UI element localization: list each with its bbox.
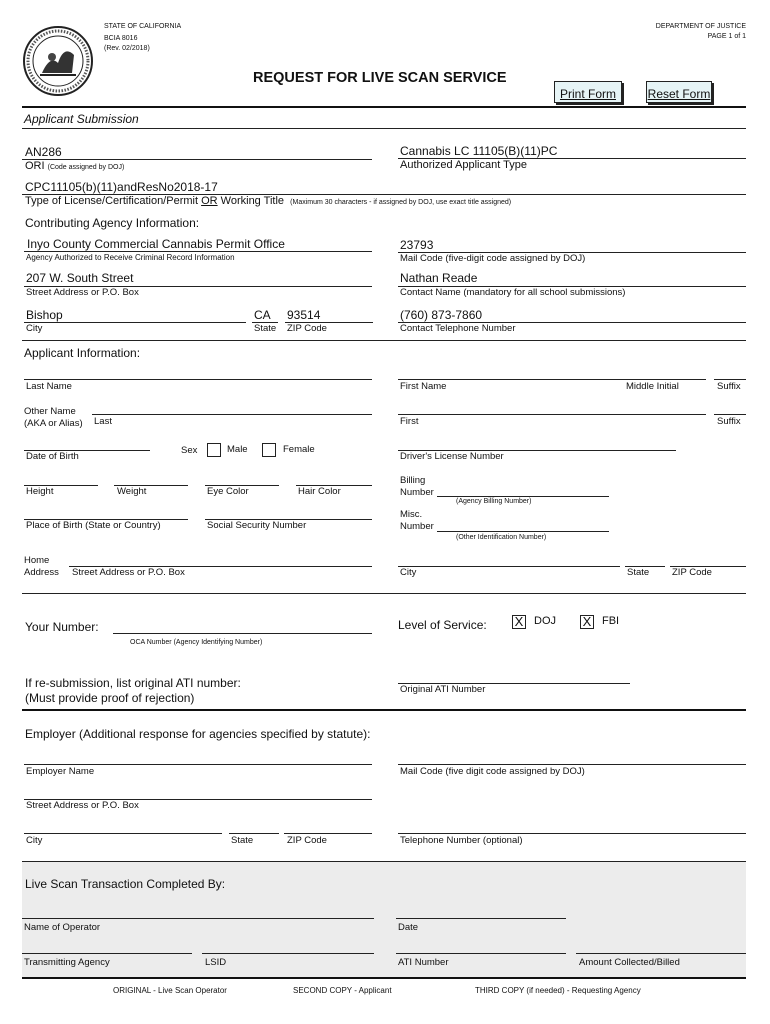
form-revision: (Rev. 02/2018)	[104, 45, 150, 52]
female-label: Female	[283, 444, 315, 455]
misc-hint: (Other Identification Number)	[456, 534, 547, 541]
license-title-label: Type of License/Certification/Permit OR Working Title (Maximum 30 characters - if assigned by DOJ, use exact title assigned)	[25, 195, 512, 207]
place-of-birth-label: Place of Birth (State or Country)	[26, 520, 161, 531]
hair-color-label: Hair Color	[298, 486, 341, 497]
aka-suffix-label: Suffix	[717, 416, 741, 427]
home-state-label: State	[627, 567, 650, 578]
home-city-input[interactable]	[398, 566, 620, 567]
home-city-label: City	[400, 567, 417, 578]
contributing-heading: Contributing Agency Information:	[25, 216, 200, 230]
misc-number-input[interactable]	[437, 531, 609, 532]
zip-field[interactable]: 93514	[287, 308, 321, 322]
aka-first-input[interactable]	[398, 414, 706, 415]
amount-label: Amount Collected/Billed	[579, 957, 680, 968]
last-name-label: Last Name	[26, 381, 72, 392]
level-of-service-label: Level of Service:	[398, 618, 487, 632]
phone-label: Contact Telephone Number	[400, 323, 516, 334]
form-id: BCIA 8016	[104, 35, 138, 42]
employer-city-label: City	[26, 835, 43, 846]
applicant-type-field[interactable]: Cannabis LC 11105(B)(11)PC	[400, 144, 558, 158]
field-line	[24, 322, 246, 323]
fbi-checkbox[interactable]: X	[580, 615, 594, 629]
footer-original: ORIGINAL - Live Scan Operator	[113, 986, 227, 995]
aka-label: (AKA or Alias)	[24, 418, 83, 429]
misc-number-label: Number	[400, 521, 434, 532]
lsid-input[interactable]	[202, 953, 374, 954]
drivers-license-label: Driver's License Number	[400, 451, 504, 462]
page-number: PAGE 1 of 1	[707, 33, 746, 40]
address-label: Address	[24, 567, 59, 578]
male-label: Male	[227, 444, 248, 455]
employer-heading: Employer (Additional response for agencies specified by statute):	[25, 727, 371, 741]
misc-label: Misc.	[400, 509, 423, 520]
applicant-type-label: Authorized Applicant Type	[400, 159, 527, 171]
ati-number-label: ATI Number	[398, 957, 449, 968]
city-field[interactable]: Bishop	[26, 308, 63, 322]
suffix-input[interactable]	[714, 379, 746, 380]
employer-mail-code-input[interactable]	[398, 764, 746, 765]
male-checkbox[interactable]	[207, 443, 221, 457]
divider	[22, 709, 746, 711]
billing-hint: (Agency Billing Number)	[456, 498, 532, 505]
phone-field[interactable]: (760) 873-7860	[400, 308, 483, 322]
resubmission-label: If re-submission, list original ATI number:	[25, 676, 241, 690]
footer-third-copy: THIRD COPY (if needed) - Requesting Agency	[475, 986, 641, 995]
transmitting-agency-input[interactable]	[22, 953, 192, 954]
lsid-label: LSID	[205, 957, 227, 968]
city-label: City	[26, 323, 43, 334]
dob-label: Date of Birth	[26, 451, 79, 462]
state-label: State	[254, 323, 277, 334]
license-title-field[interactable]: CPC11105(b)(11)andResNo2018-17	[25, 180, 218, 194]
employer-city-input[interactable]	[24, 833, 222, 834]
street-label: Street Address or P.O. Box	[26, 287, 139, 298]
doj-label: DOJ	[534, 615, 556, 627]
divider	[22, 106, 746, 108]
weight-label: Weight	[117, 486, 147, 497]
ssn-label: Social Security Number	[207, 520, 307, 531]
billing-number-input[interactable]	[437, 496, 609, 497]
reset-form-button[interactable]: Reset Form	[646, 81, 712, 103]
original-ati-label: Original ATI Number	[400, 684, 486, 695]
divider	[22, 340, 746, 341]
employer-state-input[interactable]	[229, 833, 279, 834]
other-name-label: Other Name	[24, 406, 76, 417]
ori-field[interactable]: AN286	[25, 145, 62, 159]
amount-input[interactable]	[576, 953, 746, 954]
agency-field[interactable]: Inyo County Commercial Cannabis Permit Office	[27, 237, 285, 251]
employer-phone-label: Telephone Number (optional)	[400, 835, 523, 846]
oca-hint: OCA Number (Agency Identifying Number)	[130, 639, 263, 646]
home-label: Home	[24, 555, 50, 566]
your-number-label: Your Number:	[25, 620, 99, 634]
doj-checkbox[interactable]: X	[512, 615, 526, 629]
ori-label: ORI (Code assigned by DOJ)	[25, 160, 125, 172]
operator-input[interactable]	[22, 918, 374, 919]
field-line	[24, 251, 372, 252]
female-checkbox[interactable]	[262, 443, 276, 457]
applicant-heading: Applicant Information:	[24, 346, 141, 360]
mail-code-label: Mail Code (five-digit code assigned by DOJ)	[400, 253, 586, 264]
home-zip-label: ZIP Code	[672, 567, 712, 578]
employer-zip-input[interactable]	[284, 833, 372, 834]
suffix-label: Suffix	[717, 381, 741, 392]
employer-zip-label: ZIP Code	[287, 835, 327, 846]
state-label: STATE OF CALIFORNIA	[104, 23, 182, 30]
employer-street-label: Street Address or P.O. Box	[26, 800, 139, 811]
sex-label: Sex	[181, 445, 198, 456]
aka-suffix-input[interactable]	[714, 414, 746, 415]
last-name-input[interactable]	[24, 379, 372, 380]
aka-last-input[interactable]	[92, 414, 372, 415]
middle-initial-label: Middle Initial	[626, 381, 679, 392]
print-form-button[interactable]: Print Form	[554, 81, 622, 103]
first-name-label: First Name	[400, 381, 447, 392]
home-street-label: Street Address or P.O. Box	[72, 567, 185, 578]
employer-name-input[interactable]	[24, 764, 372, 765]
transmitting-agency-label: Transmitting Agency	[24, 957, 110, 968]
aka-last-label: Last	[94, 416, 112, 427]
date-label: Date	[398, 922, 419, 933]
eye-color-label: Eye Color	[207, 486, 249, 497]
divider	[22, 977, 746, 979]
height-label: Height	[26, 486, 54, 497]
billing-label: Billing	[400, 475, 426, 486]
employer-phone-input[interactable]	[398, 833, 746, 834]
divider	[22, 128, 746, 129]
fbi-label: FBI	[602, 615, 620, 627]
divider	[22, 593, 746, 594]
live-scan-heading: Live Scan Transaction Completed By:	[25, 877, 226, 891]
oca-number-input[interactable]	[113, 633, 372, 634]
california-seal-logo	[22, 25, 94, 97]
ati-number-input[interactable]	[396, 953, 566, 954]
agency-label: Agency Authorized to Receive Criminal Record Information	[26, 253, 235, 262]
employer-state-label: State	[231, 835, 254, 846]
resubmission-note: (Must provide proof of rejection)	[25, 691, 195, 705]
department-label: DEPARTMENT OF JUSTICE	[655, 23, 746, 30]
employer-mail-code-label: Mail Code (five digit code assigned by DOJ)	[400, 766, 585, 777]
operator-label: Name of Operator	[24, 922, 101, 933]
first-name-input[interactable]	[398, 379, 706, 380]
footer-second-copy: SECOND COPY - Applicant	[293, 986, 392, 995]
contact-name-field[interactable]: Nathan Reade	[400, 271, 478, 285]
section-applicant-submission: Applicant Submission	[24, 112, 139, 126]
zip-label: ZIP Code	[287, 323, 327, 334]
form-title: REQUEST FOR LIVE SCAN SERVICE	[253, 70, 507, 86]
street-field[interactable]: 207 W. South Street	[26, 271, 134, 285]
state-field[interactable]: CA	[254, 308, 271, 322]
mail-code-field[interactable]: 23793	[400, 238, 434, 252]
employer-name-label: Employer Name	[26, 766, 95, 777]
contact-name-label: Contact Name (mandatory for all school submissions)	[400, 287, 626, 298]
aka-first-label: First	[400, 416, 419, 427]
billing-number-label: Number	[400, 487, 434, 498]
date-input[interactable]	[396, 918, 566, 919]
